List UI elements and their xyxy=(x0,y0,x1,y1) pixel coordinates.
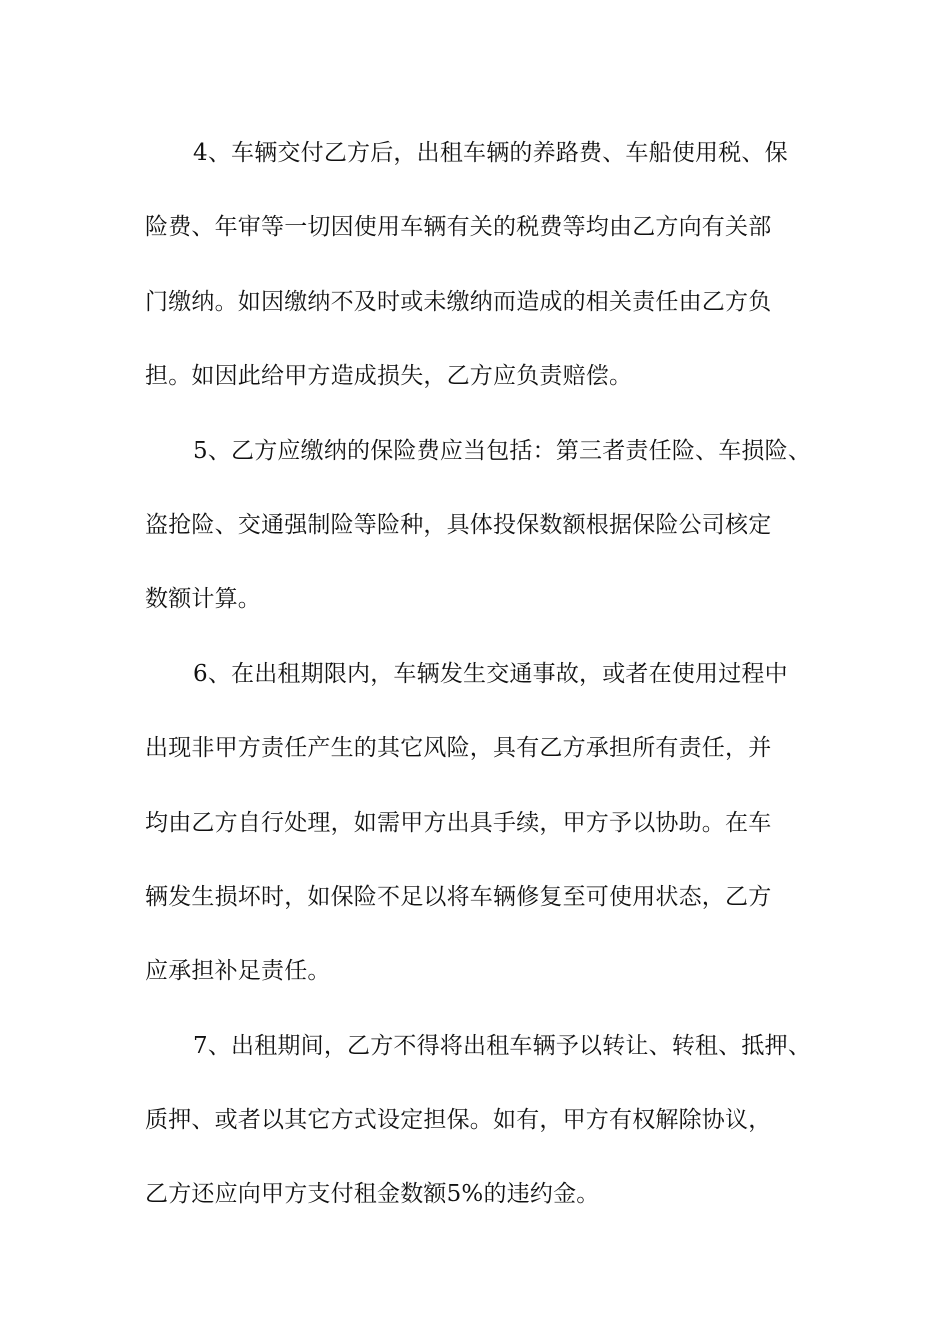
clause-7-line-1: 7、出租期间，乙方不得将出租车辆予以转让、转租、抵押、 xyxy=(193,1032,812,1059)
clause-5-line-3: 数额计算。 xyxy=(145,586,261,613)
clause-6-line-4: 辆发生损坏时，如保险不足以将车辆修复至可使用状态，乙方 xyxy=(145,883,772,910)
clause-6-line-1: 6、在出租期限内，车辆发生交通事故，或者在使用过程中 xyxy=(193,660,788,687)
clause-5-line-2: 盗抢险、交通强制险等险种，具体投保数额根据保险公司核定 xyxy=(145,511,772,538)
clause-4-line-2: 险费、年审等一切因使用车辆有关的税费等均由乙方向有关部 xyxy=(145,214,772,241)
clause-6-line-3: 均由乙方自行处理，如需甲方出具手续，甲方予以协助。在车 xyxy=(145,809,772,836)
clause-6-line-5: 应承担补足责任。 xyxy=(145,958,331,985)
clause-7-line-3: 乙方还应向甲方支付租金数额5%的违约金。 xyxy=(145,1181,600,1208)
document-body xyxy=(145,128,815,1244)
clause-4-line-4: 担。如因此给甲方造成损失，乙方应负责赔偿。 xyxy=(145,363,633,390)
clause-6-line-2: 出现非甲方责任产生的其它风险，具有乙方承担所有责任，并 xyxy=(145,735,772,762)
clause-5-line-1: 5、乙方应缴纳的保险费应当包括：第三者责任险、车损险、 xyxy=(193,437,812,464)
clause-4-line-1: 4、车辆交付乙方后，出租车辆的养路费、车船使用税、保 xyxy=(193,140,788,166)
clause-7-line-2: 质押、或者以其它方式设定担保。如有，甲方有权解除协议， xyxy=(145,1107,772,1134)
clause-4-line-3: 门缴纳。如因缴纳不及时或未缴纳而造成的相关责任由乙方负 xyxy=(145,288,772,315)
